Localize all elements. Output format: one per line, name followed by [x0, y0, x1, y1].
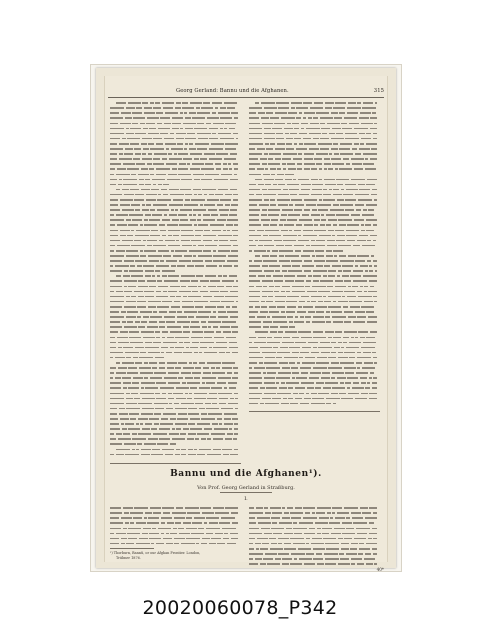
text-line [249, 244, 380, 249]
text-line [249, 295, 380, 300]
text-line [110, 295, 241, 300]
text-line [249, 346, 380, 351]
running-head [104, 86, 388, 96]
text-line [249, 239, 380, 244]
text-line [110, 346, 241, 351]
text-line [110, 531, 241, 536]
text-line [110, 351, 241, 356]
text-line [110, 452, 241, 457]
column-end-rule-right [249, 411, 380, 412]
article-body-left [110, 506, 241, 546]
text-line [249, 126, 380, 131]
text-line [110, 244, 241, 249]
text-line [249, 289, 380, 294]
text-line [110, 132, 241, 137]
text-line [249, 300, 380, 305]
column-end-rule-left [110, 463, 241, 464]
text-line [110, 407, 241, 412]
text-line [110, 137, 241, 142]
text-line [110, 126, 241, 131]
text-line [249, 340, 380, 345]
text-line [110, 542, 241, 546]
page-number: 315 [373, 88, 384, 94]
text-line [249, 183, 380, 188]
text-line [110, 289, 241, 294]
footnote-line: Trübner 1876. [116, 556, 141, 560]
article-title: Bannu und die Afghanen¹). [170, 469, 322, 479]
header-rule [108, 97, 384, 98]
text-line [110, 537, 241, 542]
text-line [249, 233, 380, 238]
text-line [110, 239, 241, 244]
text-column-right [249, 101, 380, 408]
title-rule [220, 492, 272, 493]
text-line [110, 402, 241, 407]
text-line [249, 537, 380, 542]
footnote-line: ¹) Thorburn, Bannû, or our Afghan Frontier. London, [110, 551, 201, 555]
author-line: Von Prof. Georg Gerland in Straßburg. [197, 485, 295, 491]
text-line [110, 300, 241, 305]
footnote-rule [110, 548, 154, 549]
article-body-right [249, 506, 380, 568]
scan-identifier: 20020060078_P342 [142, 597, 338, 619]
text-line [249, 351, 380, 356]
text-line [249, 531, 380, 536]
signature-mark: 40* [376, 567, 384, 572]
section-numeral: I. [244, 496, 248, 502]
text-line [249, 542, 380, 547]
text-line [249, 137, 380, 142]
text-line [110, 188, 241, 193]
footnote [110, 551, 241, 561]
text-column-left [110, 101, 241, 461]
text-line [249, 177, 380, 182]
running-head-title: Georg Gerland: Bannu und die Afghanen. [176, 88, 289, 94]
text-line [249, 132, 380, 137]
text-line [249, 188, 380, 193]
text-line [110, 177, 241, 182]
text-line [110, 340, 241, 345]
text-line [110, 396, 241, 401]
text-line [249, 396, 380, 401]
text-line [110, 233, 241, 238]
text-line [249, 402, 380, 407]
